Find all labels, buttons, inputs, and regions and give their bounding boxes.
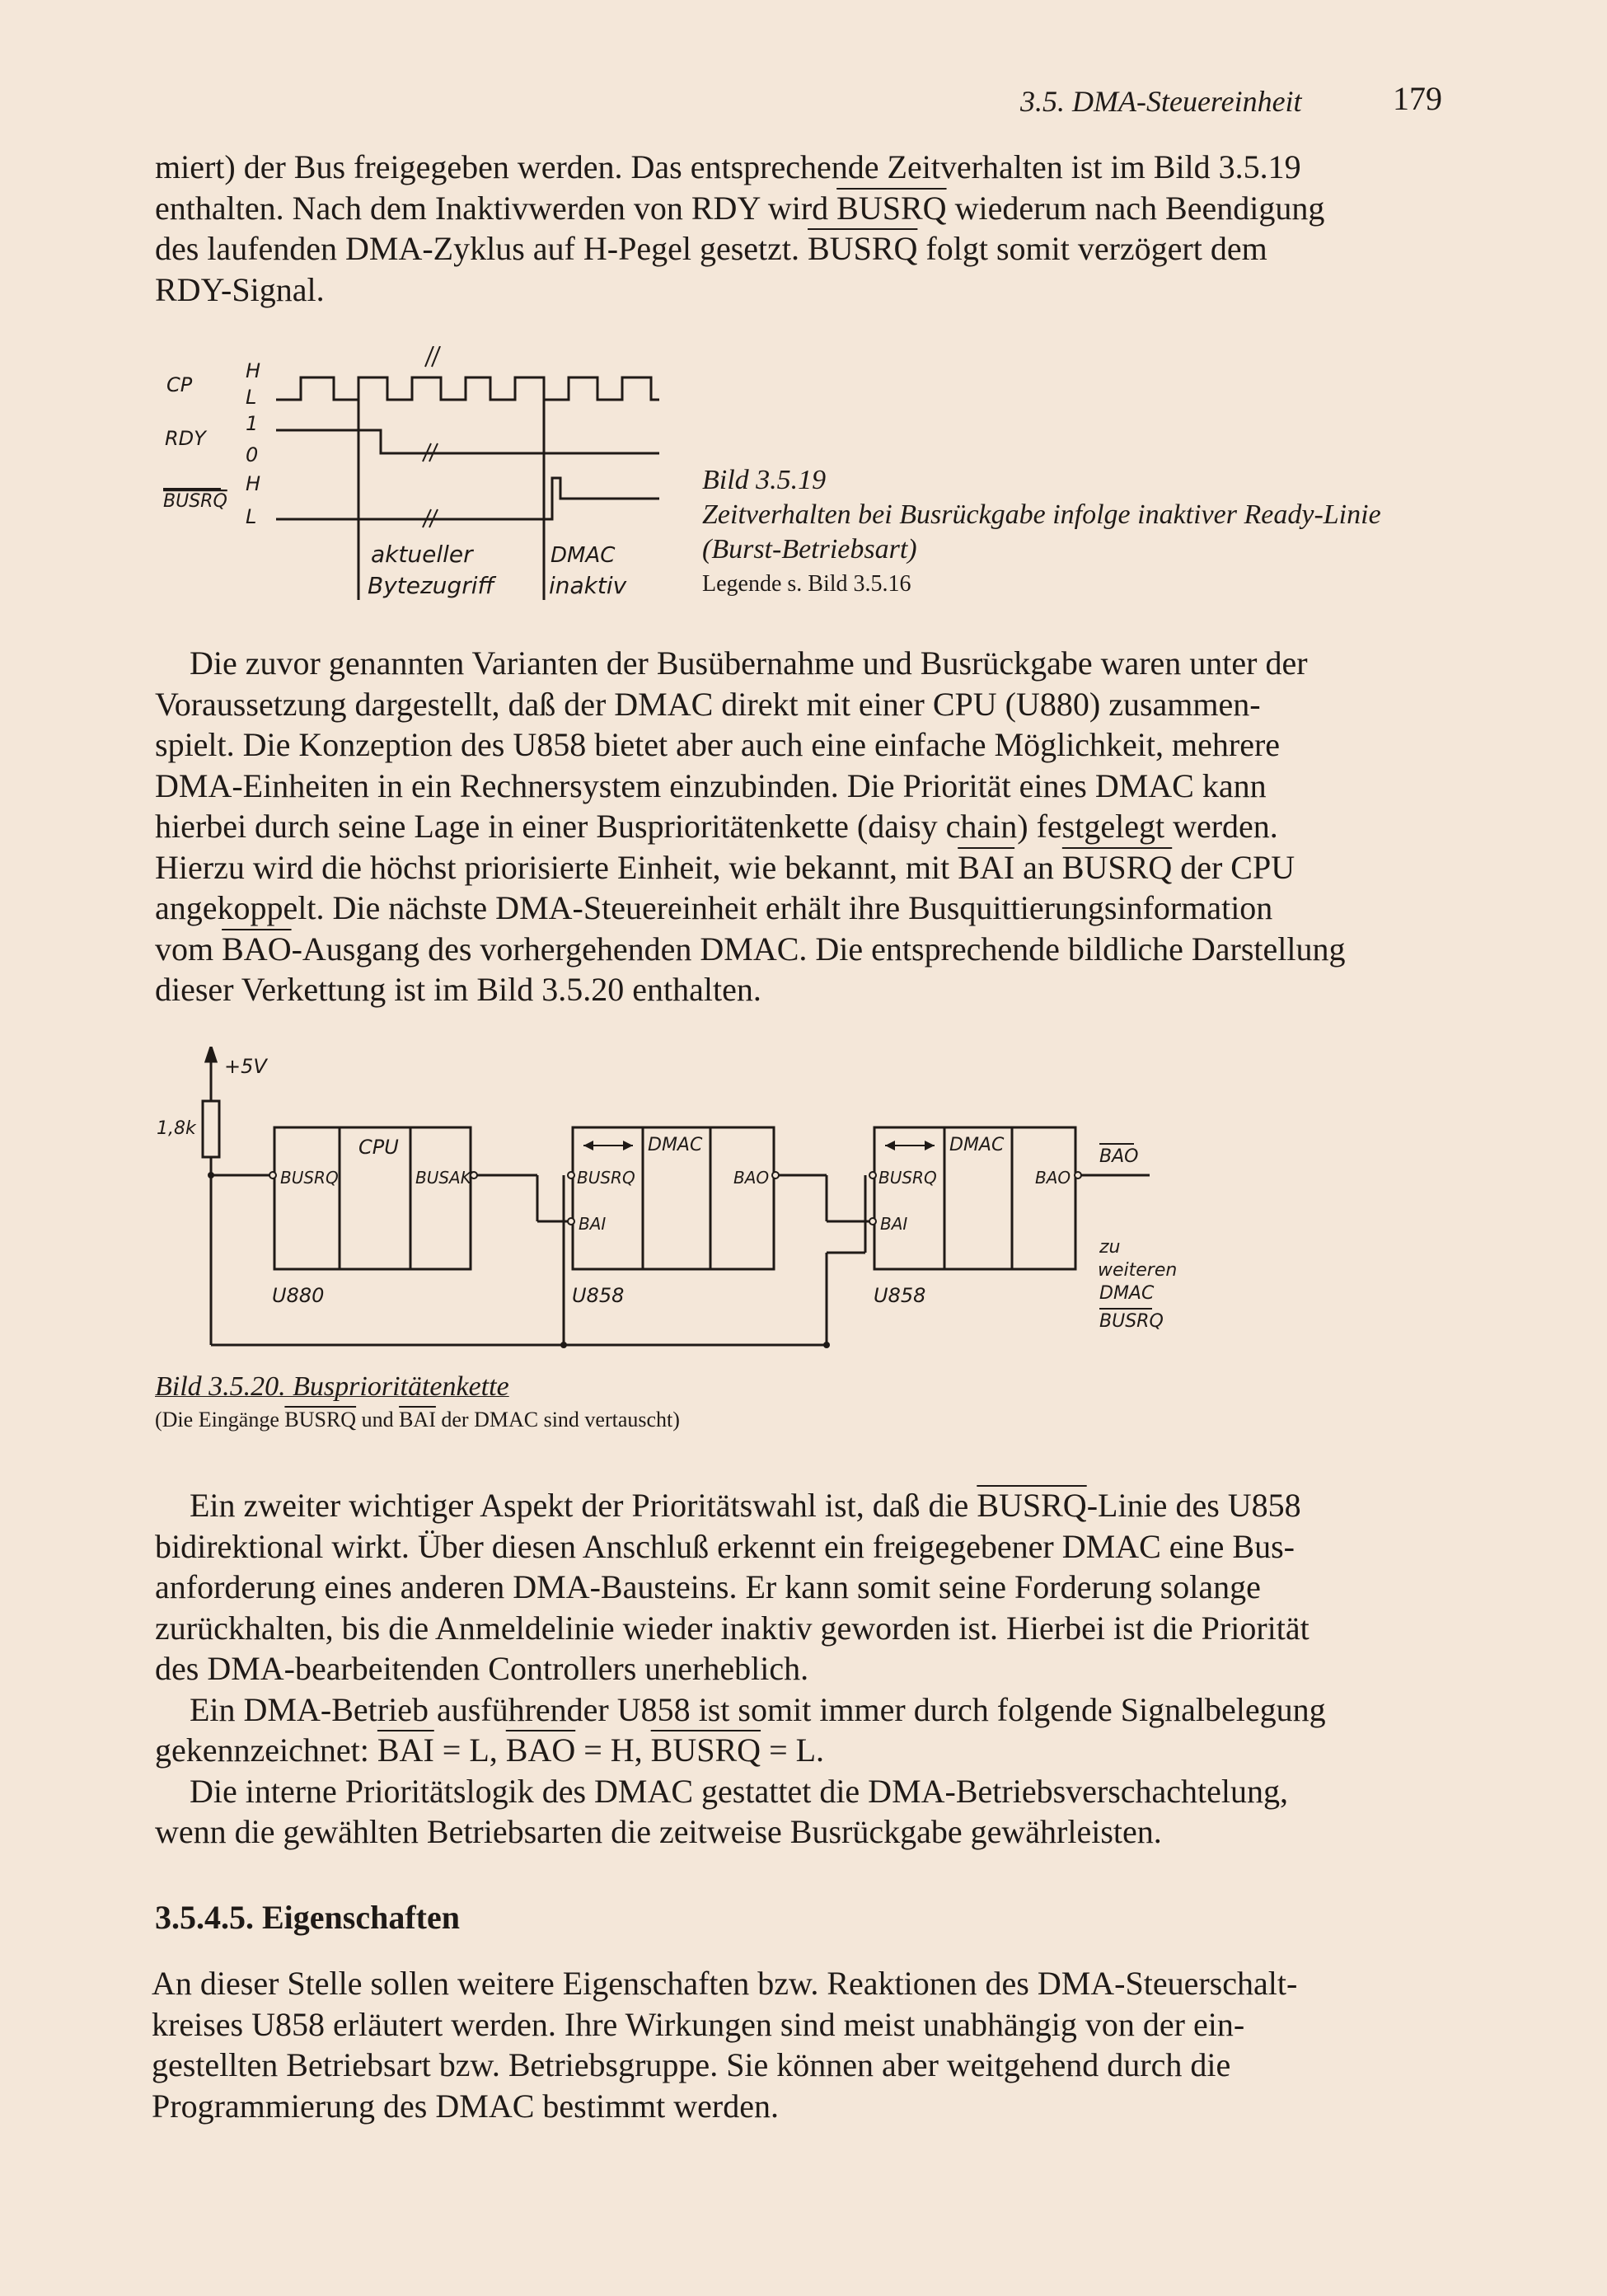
signal-busrq: BUSRQ — [808, 230, 918, 267]
cpu-busak-pin: BUSAK — [415, 1168, 471, 1188]
signal-bai: $\overline{BAI}$ — [399, 1408, 436, 1431]
text-span: -Ausgang des vorhergehenden DMAC. Die entsprechende bildliche Darstellung — [291, 930, 1346, 968]
page-number: 179 — [1393, 80, 1442, 117]
level-h2: H — [246, 472, 261, 495]
text-line: DMA-Einheiten in ein Rechnersystem einzubinden. Die Priorität eines DMAC kann — [155, 766, 1267, 804]
level-l1: L — [246, 386, 257, 409]
text-line — [155, 188, 1442, 229]
paragraph-3 — [155, 1485, 1442, 1853]
dmac2-bai-pin: BAI — [880, 1214, 908, 1234]
cpu-busrq-pin: BUSRQ — [280, 1168, 339, 1188]
dmac2-name: U858 — [874, 1284, 926, 1307]
figure-3-5-20-caption — [155, 1371, 680, 1432]
label-bytezugriff: Bytezugriff — [368, 572, 494, 599]
dmac1-busrq-pin: BUSRQ — [577, 1168, 635, 1188]
text-line: miert) der Bus freigegeben werden. Das entsprechende Zeitverhalten ist im Bild 3.5.19 — [155, 148, 1301, 185]
dmac1-bai-pin: BAI — [579, 1214, 607, 1234]
supply-label: +5V — [224, 1055, 267, 1078]
text-span: = L. — [761, 1731, 825, 1769]
text-span: an — [1014, 848, 1062, 886]
dmac1-bao-pin: BAO — [733, 1168, 770, 1188]
text-line: Die zuvor genannten Varianten der Busübernahme und Busrückgabe waren unter der — [190, 644, 1308, 682]
text-line: An dieser Stelle sollen weitere Eigenschaften bzw. Reaktionen des DMA-Steuerschalt- — [152, 1965, 1298, 2002]
label-dmac: DMAC — [551, 543, 616, 568]
text-span: = H, — [575, 1731, 651, 1769]
rdy-waveform — [276, 430, 659, 453]
rdy-label: RDY — [165, 427, 206, 450]
paragraph-2 — [155, 643, 1442, 1010]
cp-waveform — [276, 377, 659, 400]
text-span: gekennzeichnet: — [155, 1731, 377, 1769]
text-span: vom — [155, 930, 223, 968]
level-l2: L — [246, 505, 257, 528]
text-span: = L, — [433, 1731, 506, 1769]
paragraph-1 — [155, 147, 1442, 310]
text-line: anforderung eines anderen DMA-Bausteins. Er kann somit seine Forderung solange — [155, 1568, 1261, 1605]
text-line: wenn die gewählten Betriebsarten die zeitweise Busrückgabe gewährleisten. — [155, 1813, 1162, 1850]
out-dmac-label: DMAC — [1099, 1283, 1155, 1304]
out-weiteren-label: weiteren — [1098, 1260, 1178, 1281]
text-span: Hierzu wird die höchst priorisierte Einheit, wie bekannt, mit — [155, 848, 958, 886]
section-header: 3.5. DMA-Steuereinheit — [1020, 85, 1302, 118]
text-line: RDY-Signal. — [155, 270, 325, 308]
dmac1-name: U858 — [572, 1284, 625, 1307]
caption-note — [155, 1408, 680, 1432]
text-line — [155, 847, 1442, 888]
daisy-chain-diagram — [157, 1047, 1195, 1360]
caption-line: Zeitverhalten bei Busrückgabe infolge inaktiver Ready-Linie — [702, 499, 1381, 530]
resistor-label: 1,8k — [157, 1118, 196, 1139]
text-span: -Linie des U858 — [1086, 1487, 1301, 1524]
dmac2-title: DMAC — [949, 1135, 1005, 1155]
cp-label: CP — [166, 373, 193, 396]
text-line: dieser Verkettung ist im Bild 3.5.20 enthalten. — [155, 971, 761, 1008]
dmac2-busrq-pin: BUSRQ — [878, 1168, 937, 1188]
timing-diagram — [148, 346, 676, 610]
text-line: gestellten Betriebsart bzw. Betriebsgruppe. Sie können aber weitgehend durch die — [152, 2046, 1231, 2083]
signal-bao: $\overline{BAO}$ — [222, 930, 292, 968]
cpu-name: U880 — [272, 1284, 325, 1307]
text-line: angekoppelt. Die nächste DMA-Steuereinheit erhält ihre Busquittierungsinformation — [155, 889, 1273, 926]
caption-legend: Legende s. Bild 3.5.16 — [702, 571, 911, 597]
text-line — [155, 1485, 1442, 1526]
running-header — [1014, 79, 1442, 120]
text-line — [155, 929, 1442, 970]
text-line: Die interne Prioritätslogik des DMAC gestattet die DMA-Betriebsverschachtelung, — [190, 1772, 1289, 1810]
dmac2-bao-pin: BAO — [1035, 1168, 1071, 1188]
section-heading: 3.5.4.5. Eigenschaften — [155, 1899, 460, 1936]
text-line — [155, 228, 1442, 269]
text-span: (Die Eingänge — [155, 1408, 285, 1431]
level-zero: 0 — [246, 443, 259, 466]
cpu-title: CPU — [358, 1136, 399, 1159]
text-span: folgt somit verzögert dem — [917, 230, 1267, 267]
text-line: bidirektional wirkt. Über diesen Anschluß erkennt ein freigegebener DMAC eine Bus- — [155, 1527, 1295, 1565]
text-span: des laufenden DMA-Zyklus auf H-Pegel gesetzt. — [155, 230, 808, 267]
busrq-label: BUSRQ — [163, 491, 227, 512]
text-span: der DMAC sind vertauscht) — [435, 1408, 680, 1431]
signal-bao: $\overline{BAO}$ — [505, 1731, 576, 1769]
text-span: und — [356, 1408, 400, 1431]
figure-3-5-19-caption — [702, 463, 1381, 602]
label-aktueller: aktueller — [371, 541, 473, 568]
signal-bai: $\overline{BAI}$ — [958, 848, 1015, 886]
signal-busrq: BUSRQ — [836, 189, 947, 227]
level-one: 1 — [246, 412, 259, 435]
text-line: Programmierung des DMAC bestimmt werden. — [152, 2087, 779, 2125]
text-line — [155, 1730, 1442, 1771]
paragraph-4 — [152, 1963, 1442, 2126]
caption-title: Bild 3.5.20. Busprioritätenkette — [155, 1371, 509, 1402]
out-busrq-label: BUSRQ — [1099, 1311, 1164, 1332]
busrq-waveform — [276, 478, 659, 519]
text-line: zurückhalten, bis die Anmeldelinie wieder inaktiv geworden ist. Hierbei ist die Priorität — [155, 1609, 1309, 1647]
text-line: spielt. Die Konzeption des U858 bietet aber auch eine einfache Möglichkeit, mehrere — [155, 726, 1281, 763]
text-span: enthalten. Nach dem Inaktivwerden von RDY wird — [155, 189, 837, 227]
out-zu-label: zu — [1099, 1237, 1121, 1258]
signal-busrq: BUSRQ — [650, 1731, 761, 1769]
text-line: Voraussetzung dargestellt, daß der DMAC direkt mit einer CPU (U880) zusammen- — [155, 685, 1261, 723]
signal-busrq: BUSRQ — [1061, 848, 1173, 886]
text-span: wiederum nach Beendigung — [946, 189, 1325, 227]
text-span: der CPU — [1172, 848, 1295, 886]
text-line: des DMA-bearbeitenden Controllers unerheblich. — [155, 1650, 809, 1687]
out-bao-label: BAO — [1099, 1146, 1139, 1167]
text-line: hierbei durch seine Lage in einer Busprioritätenkette (daisy chain) festgelegt werden. — [155, 808, 1278, 845]
text-span: Ein zweiter wichtiger Aspekt der Prioritätswahl ist, daß die — [190, 1487, 977, 1524]
level-h1: H — [246, 359, 261, 382]
signal-bai: $\overline{BAI}$ — [377, 1731, 434, 1769]
signal-busrq: BUSRQ — [977, 1487, 1087, 1524]
caption-line: (Burst-Betriebsart) — [702, 534, 917, 565]
label-inaktiv: inaktiv — [549, 572, 627, 599]
signal-busrq: BUSRQ — [284, 1408, 357, 1431]
text-line: kreises U858 erläutert werden. Ihre Wirkungen sind meist unabhängig von der ein- — [152, 2005, 1245, 2043]
dmac1-title: DMAC — [648, 1135, 703, 1155]
caption-title: Bild 3.5.19 — [702, 465, 827, 495]
text-line: Ein DMA-Betrieb ausführender U858 ist somit immer durch folgende Signalbelegung — [190, 1690, 1326, 1728]
